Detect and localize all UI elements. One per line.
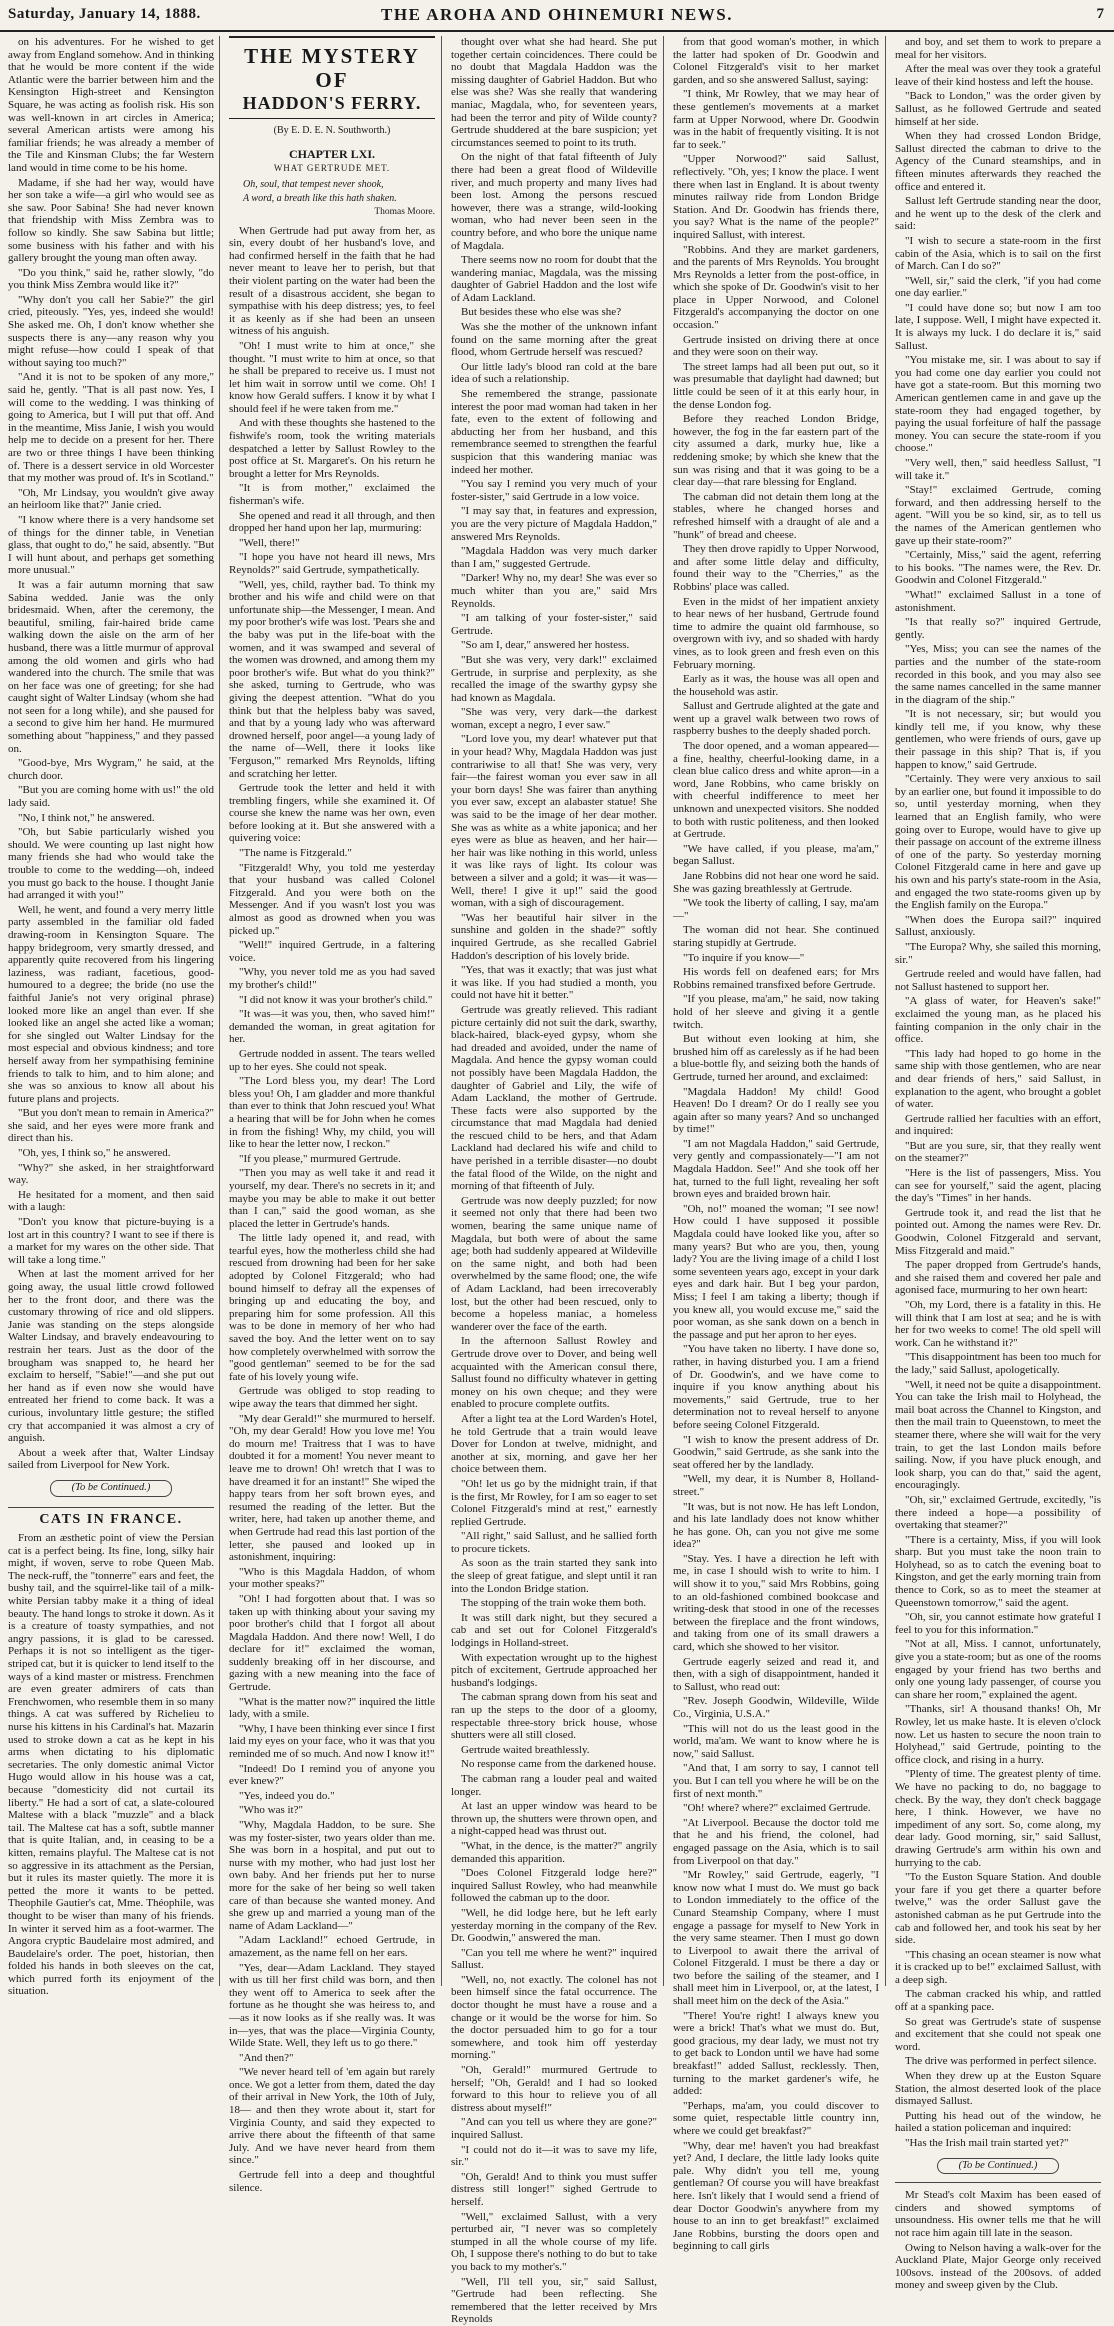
paragraph: There seems now no room for doubt that the wandering maniac, Magdala, was the missing daughter of Gabriel Haddon and the lost wife of Adam Lackland. [451,254,657,304]
paragraph: "The Lord bless you, my dear! The Lord bless you! Oh, I am gladder and more thankful than ever to think that John rescued you! What a hearing that will be for John when he comes in from the fishing! Why, my child, you will like to hear the letter now, I reckon." [229,1075,435,1151]
paragraph: With expectation wrought up to the highest pitch of excitement, Gertrude approached her husband's lodgings. [451,1651,657,1689]
paragraph: The little lady opened it, and read, with tearful eyes, how the motherless child she had rescued from drowning had been for her sake adopted by Colonel Fitzgerald; who had bound himself to defray all the expenses of bringing up and educating the boy, and preparing him for some profession. All this was to be done in memory of her who had saved the boy. And the letter went on to say how completely overwhelmed with sorrow the "good gentleman" seemed to be for the sad fate of his lovely young wife. [229,1232,435,1383]
paragraph: After the meal was over they took a grateful leave of their kind hostess and left the house. [895,63,1101,88]
paragraph: "I did not know it was your brother's child." [239,993,433,1006]
chapter-heading: CHAPTER LXI. [288,146,375,161]
paragraph: "Oh, no!" moaned the woman; "I see now! How could I have supposed it possible Magdala could have looked like you, after so many years? But who are you, then, young lady? You are the living image of a child I lost some seventeen years ago, except in your dark eyes and dark hair. But I beg your pardon, Miss; I feel I am taking a liberty; though if you knew all, you would excuse me," said the poor woman, as she sank down on a bench in the passage and put her apron to her eyes. [673,1202,879,1341]
paragraph: "But you don't mean to remain in America?" she said, and her eyes were more frank and direct than his. [8,1107,214,1145]
paragraph: Gertrude eagerly seized and read it, and then, with a sigh of disappointment, handed it to Sallust, who read out: [673,1655,879,1693]
paragraph: From an æsthetic point of view the Persian cat is a perfect being. Its fine, long, silky hair might, if woven, serve to robe Queen Mab. The neck-ruff, the "tonnerre" ears and feet, the bushy tail, and the squirrel-like tail of a milk-white Persian tabby make it a thing of ideal beauty. The hand longs to stroke it down. As it is a creature of toasty sympathies, and not angry passions, it is glad to be caressed. Perhaps it is not so intelligent as the tiger-striped cat, but it is quicker to lend itself to the ways of a kind master or mistress. Frenchmen are even greater admirers of cats than Frenchwomen, who resemble them in so many things. A cat was suffered by Richelieu to nurse his kittens in his Cardinal's hat. Mazarin used to stroke down a cat as he kept in his arms when dictating to his diplomatic secretaries. The only domestic animal Victor Hugo would allow in his house was a cat, because "domesticity did not curtail its liberty." He had a sort of cat, a slate-coloured Maltese with a black "muzzle" and a black tail. The Maltese cat has a soft, subtle manner that is quite Italian, and, in ceasing to be a kitten, remains playful. The Maltese cat is not so aggressive in its attachment as the Persian, but it rules its master quietly. The more it is petted the more it wants to be petted. Theophile Gautier's cat, Mme. Théophile, was thought to be wiser than many of his friends. In winter it served him as a foot-warmer. The Angora cryptic Baudelaire most admired, and Baudelaire's order. The poet, historian, then folded his hands in both sleeves on the cat, which purred forth its enjoyment of the situation. [8,1532,214,1998]
paragraph: "Plenty of time. The greatest plenty of time. We have no packing to do, no baggage to check. By the way, they don't check baggage here, I think. However, we have no impediment of any sort. So, come along, my dear lady. Good morning, sir," said Sallust, drawing Gertrude's arm within his own and hurrying to the cab. [895,1768,1101,1869]
paragraph: "What!" exclaimed Sallust in a tone of astonishment. [895,588,1101,614]
paragraph: It was still dark night, but they secured a cab and set out for Colonel Fitzgerald's lodgings in Holland-street. [451,1611,657,1650]
column-5 [895,36,1101,2292]
column-4-body [673,36,879,2253]
paragraph: So great was Gertrude's state of suspense and excitement that she could not speak one word. [895,2015,1101,2053]
paragraph: "Who was it?" [239,1804,303,1817]
paragraph: "Why don't you call her Sabie?" the girl cried, piteously. "Yes, yes, indeed she would! She asked me. Oh, I don't know whether she suspects there is any—any reason why you might refuse—how could I speak of that without saying too much?" [8,293,214,369]
paragraph: They then drove rapidly to Upper Norwood, and after some little delay and difficulty, found their way to the "Cherries," as the Robbins' place was called. [673,543,879,593]
paragraph: Gertrude was greatly relieved. This radiant picture certainly did not suit the dark, swarthy, black-haired, black-eyed gypsy, whom she had dreaded and avoided, under the name of Magdala. And hence the gypsy woman could not possibly have been Magdala Haddon, the daughter of Gabriel and Lily, the wife of Adam Lackland, the mother of Gertrude. These facts were also supported by the circumstance that mad Magdala had denied the rescued child to be hers, and that Adam Lackland had declared his wife and child to have perished in a terrible disaster—no doubt the fatal flood of the Wilde, on the night and morning of that fifteenth of July. [451,1003,657,1193]
paragraph: Well, he went, and found a very merry little party assembled in the familiar old faded drawing-room in Kensington Square. The happy bridegroom, very smartly dressed, and apparently quite recovered from his lingering laziness, was radiant, facetious, good-humoured to a degree; the bride (no use the faithful Janie's not very original phrase) looked more like an angel than ever. If she looked like an angel she acted like a woman; for she singled out Walter Lindsay for the most especial and obvious kindness; and tore herself away from her sympathising feminine friends to talk to him, and to him alone; and she was so anxious to know all about his future plans and projects. [8,903,214,1105]
paragraph: It was a fair autumn morning that saw Sabina wedded. Janie was the only bridesmaid. When, after the ceremony, the beautiful, smiling, fair-haired bride came walking down the aisle on the arm of her husband, there was a little murmur of approval among the old women and girls who had wandered into the church. The smile that was on her face was one of greeting; for she had caught sight of Walter Lindsay (whom she had not seen for a long while), and she paused for a second to give him her hand. He murmured something about "happiness," and they passed on. [8,578,214,755]
paragraph: "Yes, dear—Adam Lackland. They stayed with us till her first child was born, and then they went off to America to seek after the fortune as he thought she was heiress to, and—as it now looks as if she really was. It was in—yes, that was the place—Virginia County, Wilde State. Well, they left us to go there." [229,1961,435,2050]
paragraph: "Darker! Why no, my dear! She was ever so much whiter than you are," said Mrs Reynolds. [451,572,657,610]
paragraph: "Magdala Haddon! My child! Good Heaven! Do I dream? Or do I really see you again after so many years? And so unchanged by time!" [673,1085,879,1136]
paragraph: "But are you sure, sir, that they really went on the steamer?" [895,1139,1101,1165]
paragraph: "I wish to know the present address of Dr. Goodwin," said Gertrude, as she sank into the seat offered her by the landlady. [673,1433,879,1471]
paragraph: "Oh, sir, you cannot estimate how grateful I feel to you for this information." [895,1611,1101,1636]
paragraph: "Here is the list of passengers, Miss. You can see for yourself," said the agent, placing the day's "Times" in her hands. [895,1167,1101,1205]
paragraph: "Robbins. And they are market gardeners, and the parents of Mrs Reynolds. You brought Mrs Reynolds a letter from the post-office, in which she spoke of Dr. Goodwin's visit to her place in Upper Norwood, and Colonel Fitzgerald's accompanying the doctor on one occasion." [673,243,879,332]
paragraph: "Perhaps, ma'am, you could discover to some quiet, respectable little country inn, where we could get breakfast?" [673,2099,879,2137]
paragraph: "There is a certainty, Miss, if you will look sharp. But you must take the noon train to Holyhead, so as to catch the evening boat to Kingston, and get the early morning train from thence to Cork, so as to meet the steamer at Queenstown tomorrow," said the agent. [895,1533,1101,1609]
epigraph-line: Oh, soul, that tempest never shook, [243,178,384,190]
column-1 [8,36,214,1998]
masthead [0,0,1114,32]
paragraph: "Is that really so?" inquired Gertrude, gently. [895,616,1101,641]
paragraph: Gertrude was now deeply puzzled; for now it seemed not only that there had been two women, bearing the same unique name of Magdala, but both were of about the same age; both had suddenly appeared at Wildeville on the same night, and both had been overwhelmed by the same flood; one, the wife of Adam Lackland, had been irrecoverably lost, but the other had been rescued, only to become a hopeless maniac, a homeless wanderer over the face of the earth. [451,1194,657,1333]
paragraph: When at last the moment arrived for her going away, the usual little crowd followed her to the front door, and there was the customary throwing of rice and old slippers. Janie was standing on the steps alongside Walter Lindsay, and bravely endeavouring to restrain her tears. Just as the door of the brougham was snapped to, he heard her exclaim to herself, "Sabie!"—and she put out her hand as if even now she would have entreated her friend to come back. It was a curious, involuntary little gesture; the stifled cry that accompanied it was almost a cry of anguish. [8,1268,214,1445]
paragraph: "What is the matter now?" inquired the little lady, with a smile. [229,1695,435,1721]
paragraph: "And that, I am sorry to say, I cannot tell you. But I can tell you where he will be on the first of next month." [673,1762,879,1800]
paragraph: The cabman rang a louder peal and waited longer. [451,1772,657,1798]
paragraph: "Well, my dear, it is Number 8, Holland-street." [673,1473,879,1498]
paragraph: "Not at all, Miss. I cannot, unfortunately, give you a state-room; but as one of the rooms engaged by your friend has two berths and only one young lady passenger, of course you can share her room," explained the agent. [895,1638,1101,1701]
paragraph: "Adam Lackland!" echoed Gertrude, in amazement, as the name fell on her ears. [229,1934,435,1959]
serial-title [229,36,435,119]
column-rule [441,36,442,1986]
paragraph: In the afternoon Sallust Rowley and Gertrude drove over to Dover, and being well acquainted with the American consul there, Sallust found no difficulty whatever in getting money on his own cheque; and they were enabled to procure complete outfits. [451,1335,657,1411]
column-4 [673,36,879,2253]
paragraph: "Well, yes, child, rayther bad. To think my brother and his wife and child were on that unfortunate ship—the Messenger, I mean. And my poor brother's wife was lost. 'Pears she and the baby was put in the life-boat with the women, and it was swamped and several of the women was drowned, and among them my poor brother's wife. But what do you think?" she asked, turning to Gertrude, who was giving the deepest attention. "What do you think but that the helpless baby was saved, and that by a young lady who was afterward drowned herself, poor angel—a young lady of the name of—Well, there it looks like 'Ferguson,'" remarked Mrs Reynolds, lifting and scratching her letter. [229,578,435,780]
column-2 [229,36,435,2194]
paragraph: "Certainly. They were very anxious to sail by an earlier one, but found it impossible to do so, until yesterday morning, when they learned that an English family, who were going over to Europe, would have to give up their passage on account of the extreme illness of one of the party. So yesterday morning Colonel Fitzgerald came in here and gave up his own and his party's state-room in the Asia, and engaged the two state-rooms given up by the English family on the Europa." [895,773,1101,912]
paragraph: "And it is not to be spoken of any more," said he, gently. "That is all past now. Yes, I will come to the wedding. I was thinking of going to America, but I will put that off. And in the meantime, Miss Janie, I wish you would help me to decide on a present for her. There are two or three things I have been thinking of. There is a dessert service in old Worcester that my mother was proud of. It's in Scotland." [8,371,214,485]
sporting-notes [895,2189,1101,2292]
paragraph: "Can you tell me where he went?" inquired Sallust. [451,1946,657,1972]
paragraph: On the night of that fatal fifteenth of July there had been a great flood of Wildeville river, and much property and many lives had been lost. Among the persons rescued however, there was a strange, wild-looking woman, who had never been seen in the country before, and who bore the unique name of Magdala. [451,151,657,252]
paragraph: "Was her beautiful hair silver in the sunshine and golden in the shade?" softly inquired Gertrude, as she recalled Gabriel Haddon's description of his lovely bride. [451,911,657,962]
paragraph: "Well, he did lodge here, but he left early yesterday morning in the company of the Rev. Dr. Goodwin," answered the man. [451,1906,657,1945]
paragraph: His words fell on deafened ears; for Mrs Robbins remained transfixed before Gertrude. [673,966,879,991]
paragraph: "I hope you have not heard ill news, Mrs Reynolds?" said Gertrude, sympathetically. [229,551,435,576]
paragraph: "Oh! I must write to him at once," she thought. "I must write to him at once, so that he shall be prepared to receive us. I must not let him wait in sorrow until we come. Oh! I know how Gerald suffers. I know it by what I should feel if he were taken from me." [229,339,435,415]
article-headline: CATS IN FRANCE. [8,1507,214,1527]
paragraph: "Upper Norwood?" said Sallust, reflectively. "Oh, yes; I know the place. I went there when last in England. It is about twenty minutes railway ride from London Bridge Station. And Dr. Goodwin has friends there, you say? What is the name of the people?" inquired Sallust, with interest. [673,153,879,241]
column-1-body [8,36,214,1472]
paragraph: "When does the Europa sail?" inquired Sallust, anxiously. [895,913,1101,939]
paragraph: The cabman cracked his whip, and rattled off at a spanking pace. [895,1988,1101,2014]
paragraph: "My dear Gerald!" she murmured to herself. "Oh, my dear Gerald! How you love me! You do mourn me! Traitress that I was to have doubted it for a moment! You never meant to leave me to drown! Oh! wretch that I was to have dreamed it for an instant!" She wiped the happy tears from her soft brown eyes, and resumed the reading of the letter. But the writer, here, had taken up another theme, and when Gertrude had read this last portion of the letter, she paused and looked up in astonishment, inquiring: [229,1412,435,1564]
paragraph: "Who is this Magdala Haddon, of whom your mother speaks?" [229,1565,435,1591]
paragraph: "We have called, if you please, ma'am," began Sallust. [673,842,879,868]
column-2-body [229,225,435,2195]
paragraph: Putting his head out of the window, he hailed a station policeman and inquired: [895,2109,1101,2135]
paragraph: Gertrude reeled and would have fallen, had not Sallust hastened to support her. [895,968,1101,993]
to-be-continued: (To be Continued.) [50,1480,172,1497]
paragraph: "It is not necessary, sir; but would you kindly tell me, if you know, why these gentlemen, who were friends of ours, gave up their passage in this ship? That is, if you happen to know," said Gertrude. [895,708,1101,771]
paragraph: "I know where there is a very handsome set of things for the dinner table, in Venetian glass, that ought to do," he said, absently. "But I will hunt about, and perhaps get something more unusual." [8,513,214,577]
serial-title-line-1: THE MYSTERY OF [244,44,420,92]
paragraph: She remembered the strange, passionate interest the poor mad woman had taken in her fate, even to the extent of following and abducting her from her husband, and this remembrance seemed to strengthen the fearful suspicion that this wandering maniac was indeed her mother. [451,388,657,476]
paragraph: When they had crossed London Bridge, Sallust directed the cabman to drive to the Agency of the Cunard steamships, and in fifteen minutes afterwards they reached the office and entered it. [895,130,1101,193]
paragraph: "What, in the dence, is the matter?" angrily demanded this apparition. [451,1839,657,1865]
paragraph: "Indeed! Do I remind you of anyone you ever knew?" [229,1762,435,1788]
paragraph: "Oh, Gerald!" murmured Gertrude to herself; "Oh, Gerald! and I had so looked forward to this hour to relieve you of all distress about myself!" [451,2064,657,2114]
paragraph: "Good-bye, Mrs Wygram," he said, at the church door. [8,757,214,782]
paragraph: Even in the midst of her impatient anxiety to hear news of her husband, Gertrude found time to admire the quaint old farmhouse, so overgrown with ivy, and so shaded with hardy vines, as to look green and fresh even on this February morning. [673,595,879,671]
paragraph: He hesitated for a moment, and then said with a laugh: [8,1188,214,1214]
paragraph: "I could not do it—it was to save my life, sir." [451,2143,657,2169]
paragraph: "This disappointment has been too much for the lady," said Sallust, apologetically. [895,1351,1101,1376]
paragraph: "This chasing an ocean steamer is now what it is cracked up to be!" exclaimed Sallust, with a deep sigh. [895,1948,1101,1986]
paragraph: thought over what she had heard. She put together certain coincidences. There could be no doubt that Magdala Haddon was the missing daughter of Gabriel Haddon. But who else was she? Was she really that wandering maniac, Magdala, who, for seventeen years, had been the terror and pity of Wilde county? Gertrude shuddered at the bare suspicion; yet circumstances seemed to point to its truth. [451,36,657,149]
paragraph: Madame, if she had her way, would have her son take a wife—a girl who would see as she saw. Poor Sabina! She had never known that friendship with Miss Zembra was to follow so kindly. She saw Sabina but little; some business with his father and with his gallery brought the young man often away. [8,176,214,265]
paragraph: "Why, I have been thinking ever since I first laid my eyes on your face, who it was that you reminded me of so much. And now I know it!" [229,1722,435,1761]
paragraph: The door opened, and a woman appeared—a fine, healthy, cheerful-looking dame, in a clean blue calico dress and white apron—in a word, Jane Robbins, who came briskly on with cheerful indifference to meet her unknown and unexpected visitors. She nodded to both with rustic politeness, and then looked at Gertrude. [673,740,879,841]
paragraph: The paper dropped from Gertrude's hands, and she raised them and covered her pale and agonised face, murmuring to her own heart: [895,1259,1101,1297]
paragraph: "Fitzgerald! Why, you told me yesterday that your husband was called Colonel Fitzgerald. And you were both on the Messenger. And if you wasn't lost you was almost as good as drowned when you was picked up." [229,861,435,937]
paragraph: "And then?" [239,2051,294,2064]
paragraph: Sallust left Gertrude standing near the door, and he went up to the desk of the clerk and said: [895,195,1101,233]
paragraph: "This lady had hoped to go home in the same ship with those gentlemen, who are near and dear friends of hers," said Sallust, in explanation to the agent, who brought a goblet of water. [895,1047,1101,1111]
paragraph: "Oh! I had forgotten about that. I was so taken up with thinking about your saving my poor brother's child that I forgot all about Magdala Haddon. And there now! Well, I do declare for it!" exclaimed the woman, suddenly breaking off in her discourse, and gazing with a new meaning into the face of Gertrude. [229,1592,435,1694]
paragraph: As soon as the train started they sank into the sleep of great fatigue, and slept until it ran into the London Bridge station. [451,1557,657,1595]
paragraph: Before they reached London Bridge, however, the fog in the far eastern part of the city assumed a dark, murky hue, like a reddening smoke; by which she knew that the sun was rising and that it was going to be a clear day—that rare blessing for England. [673,413,879,489]
paragraph: The cabman did not detain them long at the stables, where he changed horses and refreshed himself with a draught of ale and a "hunk" of bread and cheese. [673,490,879,541]
paragraph: from that good woman's mother, in which the latter had spoken of Dr. Goodwin and Colonel Fitzgerald's visit to her market garden, and so she answered Sallust, saying: [673,36,879,86]
paragraph: "I am talking of your foster-sister," said Gertrude. [451,612,657,637]
paragraph: "You have taken no liberty. I have done so, rather, in having disturbed you. I am a friend of Dr. Goodwin's, and we have come to inquire if you know anything about his movements," said Gertrude, true to her determination not to reveal herself to anyone before seeing Colonel Fitzgerald. [673,1343,879,1431]
paragraph: Early as it was, the house was all open and the household was astir. [673,673,879,698]
paragraph: "And can you tell us where they are gone?" inquired Sallust. [451,2116,657,2141]
paragraph: "You say I remind you very much of your foster-sister," said Gertrude in a low voice. [451,478,657,503]
cats-article-body [8,1532,214,1998]
paragraph: "Oh, sir," exclaimed Gertrude, excitedly, "is there indeed a hope—a possibility of overtaking that steamer?" [895,1493,1101,1532]
paragraph: At last an upper window was heard to be thrown up, the shutters were thrown open, and a night-capped head was thrust out. [451,1800,657,1838]
column-5-body [895,36,1101,2150]
paragraph: "It was—it was you, then, who saved him!" demanded the woman, in great agitation for her. [229,1008,435,1046]
paragraph: "It was, but is not now. He has left London, and his late landlady does not know whither he has gone. Oh, can you not give me some idea?" [673,1500,879,1551]
paragraph: "Oh, yes, I think so," he answered. [18,1147,171,1160]
paragraph: The drive was performed in perfect silence. [905,2055,1097,2068]
paragraph: "Thanks, sir! A thousand thanks! Oh, Mr Rowley, let us make haste. It is eleven o'clock now. Let us hasten to secure the noon train to Holyhead," said Gertrude, pointing to the office clock, and rising in a hurry. [895,1703,1101,1766]
paragraph: Jane Robbins did not hear one word he said. She was gazing breathlessly at Gertrude. [673,870,879,895]
paragraph: "All right," said Sallust, and he sallied forth to procure tickets. [451,1530,657,1555]
paragraph: Gertrude took it, and read the list that he pointed out. Among the names were Rev. Dr. Goodwin, Colonel Fitzgerald and servant, Miss Fitzgerald and maid." [895,1206,1101,1257]
paragraph: Was she the mother of the unknown infant found on the same morning after the great flood, whom Gertrude herself was rescued? [451,321,657,359]
serial-title-line-2: HADDON'S FERRY. [242,93,422,113]
paragraph: "We took the liberty of calling, I say, ma'am—" [673,897,879,922]
paragraph: "Stay. Yes. I have a direction he left with me, in case I should wish to write to him. I will show it to you," said Mrs Robbins, going to an old-fashioned combined bookcase and writing-desk that stood in one of the recesses between the fireplace and the front windows, and taking from one of its small drawers a card, which she showed to her visitor. [673,1552,879,1654]
paragraph: "Well, sir," said the clerk, "if you had come one day earlier." [895,274,1101,300]
paragraph: "Certainly, Miss," said the agent, referring to his books. "The names were, the Rev. Dr. Goodwin and Colonel Fitzgerald." [895,549,1101,587]
byline: (By E. D. E. N. Southworth.) [273,125,391,136]
paragraph: The street lamps had all been put out, so it was presumable that daylight had dawned; but little could be seen of it at this early hour, in the dense London fog. [673,360,879,411]
paragraph: "But you are coming home with us!" the old lady said. [8,784,214,810]
paragraph: "Then you may as well take it and read it yourself, my dear. There's no secrets in it; and maybe you may be able to make it out better than I can," said the good woman, as she placed the letter in Gertrude's hands. [229,1167,435,1230]
epigraph-attribution: Thomas Moore. [374,206,435,217]
paragraph: "Oh! where? where?" exclaimed Gertrude. [683,1802,871,1815]
paragraph: "Well, no, not exactly. The colonel has not been himself since the fatal occurrence. The doctor thought he must have a rouse and a change or it would be the worse for him. So the doctor persuaded him to go for a tour somewhere, and took him off yesterday morning." [451,1973,657,2062]
page-number: 7 [1096,6,1104,22]
paragraph: "I wish to secure a state-room in the first cabin of the Asia, which is to sail on the first of March. Can I do so?" [895,234,1101,273]
paragraph: "I could have done so; but now I am too late, I suppose. Well, I might have expected it. It is always my luck. I do declare it is," said Sallust. [895,301,1101,352]
paragraph: on his adventures. For he wished to get away from England somehow. And in thinking that he would be more content if the wide Atlantic were the barrier between him and the Kensington High-street and Kensington Square, he was acting as foolish risk. His son was well-known in art circles in America; several American artists were among his familiar friends; he was already a member of the Tile and Kinsman Clubs; the far Western land would in time come to be his home. [8,36,214,174]
paragraph: The woman did not hear. She continued staring stupidly at Gertrude. [673,924,879,949]
paragraph: Gertrude was obliged to stop reading to wipe away the tears that dimmed her sight. [229,1385,435,1410]
paragraph: Our little lady's blood ran cold at the bare idea of such a relationship. [451,360,657,386]
paragraph: "The Europa? Why, she sailed this morning, sir." [895,940,1101,966]
paragraph: "Why, dear me! haven't you had breakfast yet? And, I declare, the little lady looks quite pale. Why didn't you tell me, young gentleman? Of course you will have breakfast here. Isn't likely that I would send a friend of dear Doctor Goodwin's anywhere from my house to an inn to get breakfast!" exclaimed Jane Robbins, bursting the doors open and beginning to call girls [673,2139,879,2253]
paragraph: No response came from the darkened house. [461,1758,657,1771]
paragraph: Gertrude rallied her faculties with an effort, and inquired: [895,1112,1101,1138]
paragraph: She opened and read it all through, and then dropped her hand upon her lap, murmuring: [229,509,435,535]
paragraph: and boy, and set them to work to prepare a meal for her visitors. [895,36,1101,61]
column-rule [663,36,664,1986]
paragraph: "At Liverpool. Because the doctor told me that he and his friend, the colonel, had engaged passage on the Asia, which is to sail from Liverpool on that day." [673,1816,879,1867]
paragraph: And with these thoughts she hastened to the fishwife's room, took the writing materials despatched a letter by Sallust Rowley to the post office at St. Margaret's. On his return he brought a letter for Mrs Reynolds. [229,417,435,480]
paragraph: "Do you think," said he, rather slowly, "do you think Miss Zembra would like it?" [8,266,214,292]
column-3 [451,36,657,2326]
paragraph: "Rev. Joseph Goodwin, Wildeville, Wilde Co., Virginia, U.S.A." [673,1695,879,1720]
paragraph: "Lord love you, my dear! whatever put that in your head? Why, Magdala Haddon was just contrariwise to all that! She was very, very fair—the fairest woman you ever saw in all your born days! She was fairer than anything you ever saw, except an alabaster statue! She was said to be the image of her dear mother. She was as white as a white japonica; and her eyes were as blue as heaven, and her hair—her hair was like nothing in this world, unless it was like rays of light. Its colour was between a silver and a gold; it was—it was—Well, there! I give it up!" said the good woman, with a sigh of discouragement. [451,733,657,910]
paragraph: "But she was very, very dark!" exclaimed Gertrude, in surprise and perplexity, as she recalled the image of the swarthy gypsy she had known as Magdala. [451,653,657,704]
paragraph: "I may say that, in features and expression, you are the very picture of Magdala Haddon," answered Mrs Reynolds. [451,505,657,543]
paragraph: "Very well, then," said heedless Sallust, "I will take it." [895,457,1101,482]
paragraph: "Magdala Haddon was very much darker than I am," suggested Gertrude. [451,545,657,570]
paragraph: "Well," exclaimed Sallust, with a very perturbed air, "I never was so completely stumped in all the whole course of my life. Oh, I suppose there's nothing to do but to take you back to my mother's." [451,2210,657,2273]
paragraph: "Oh, but Sabie particularly wished you should. We were counting up last night how many friends she had who would take the trouble to come to the wedding—oh, indeed you must go back to the house. I thought Janie had arranged it with you!" [8,826,214,902]
column-3-body [451,36,657,2326]
paragraph: Gertrude fell into a deep and thoughtful silence. [229,2169,435,2194]
paragraph: Mr Stead's colt Maxim has been eased of cinders and showed symptoms of unsoundness. His owner tells me that he will not race him again till late in the season. [895,2189,1101,2239]
paragraph: "To the Euston Square Station. And double your fare if you get there a quarter before twelve," was the order Sallust gave the astonished cabman as he put Gertrude into the cab and followed her, and took his seat by her side. [895,1871,1101,1947]
paragraph: "Oh, Gerald! And to think you must suffer distress still longer!" sighed Gertrude to herself. [451,2170,657,2208]
paragraph: "A glass of water, for Heaven's sake!" exclaimed the young man, as he placed his fainting companion in the only chair in the office. [895,995,1101,1046]
paragraph: "Oh, Mr Lindsay, you wouldn't give away an heirloom like that?" Janie cried. [8,486,214,512]
paragraph: "Well, it need not be quite a disappointment. You can take the Irish mail to Holyhead, the mail boat across the Channel to Kingston, and then the mail train to Queenstown, to meet the steamer there, where she will wait for the very train, to get the last London mails before sailing. Now, if you have pluck enough, and look sharp, you can do that," said the agent, encouragingly. [895,1378,1101,1492]
paragraph: Owing to Nelson having a walk-over for the Auckland Plate, Major George only received 100sovs. instead of the 200sovs. of added money and sweep given by the Club. [895,2241,1101,2292]
paragraph: "I think, Mr Rowley, that we may hear of these gentlemen's movements at a market farm at Upper Norwood, where Dr. Goodwin was in the habit of frequently visiting. It is not far to seek." [673,88,879,151]
paragraph: After a light tea at the Lord Warden's Hotel, he told Gertrude that a train would leave Dover for London at twelve, midnight, and another at six, morning, and gave her her choice between them. [451,1412,657,1476]
paragraph: "Stay!" exclaimed Gertrude, coming forward, and then addressing herself to the agent. "Will you be so kind, sir, as to tell us the names of the American gentlemen who gave up their state-room?" [895,484,1101,547]
paragraph: Gertrude insisted on driving there at once and they were soon on their way. [673,333,879,359]
paragraph: The stopping of the train woke them both. [461,1597,647,1610]
paragraph: "We never heard tell of 'em again but rarely once. We got a letter from them, dated the day of their arrival in New York, the 10th of July, 18— and then they wrote about it, start for Virginia County, and said they expected to arrive there about the fifteenth of that same July. And we have never heard from them since." [229,2066,435,2167]
paragraph: But besides these who else was she? [461,306,622,319]
paragraph: Sallust and Gertrude alighted at the gate and went up a gravel walk between two rows of raspberry bushes to the deeply shaded porch. [673,700,879,738]
paragraph: "Yes, indeed you do." [239,1789,335,1802]
paragraph: "The name is Fitzgerald." [239,847,352,860]
paragraph: "No, I think not," he answered. [18,811,155,824]
paragraph: "You mistake me, sir. I was about to say if you had come one day earlier you could not have got a state-room. But this morning two American gentlemen came in and gave up the state-room they had engaged together, by paying the usual forfeiture of half the passage money. You can secure the state-room if you choose." [895,354,1101,455]
paragraph: "I am not Magdala Haddon," said Gertrude, very gently and compassionately—"I am not Magdala Haddon. See!" And she took off her hat, turned to the full light, revealing her soft brown eyes and braided brown hair. [673,1137,879,1201]
paragraph: "Oh, my Lord, there is a fatality in this. He will think that I am lost at sea; and he is with her for two weeks to come! The old spell will work. Can he withstand it?" [895,1299,1101,1349]
paragraph: "Back to London," was the order given by Sallust, as he followed Gertrude and seated himself at her side. [895,90,1101,128]
column-rule [219,36,220,1986]
paragraph: "To inquire if you know—" [683,951,805,964]
paragraph: "Has the Irish mail train started yet?" [905,2137,1069,2149]
paragraph: "Well, there!" [239,536,300,549]
paragraph: "Don't you know that picture-buying is a lost art in this country? I want to see if there is a market for my wares on the other side. That will take a long time." [8,1216,214,1266]
paragraph: Gertrude waited breathlessly. [461,1743,590,1756]
paragraph: "Well!" inquired Gertrude, in a faltering voice. [229,939,435,964]
paragraph: When Gertrude had put away from her, as sin, every doubt of her husband's love, and had confirmed herself in the faith that he had never meant to leave her to perish, but that their violent parting on the water had been the result of a disastrous accident, she began to sympathise with his deep distress; yes, to feel it as keenly as if she had been an unseen witness of his anguish. [229,224,435,338]
issue-date: Saturday, January 14, 1888. [8,6,201,22]
paragraph: "It is from mother," exclaimed the fisherman's wife. [229,482,435,508]
paragraph: "Mr Rowley," said Gertrude, eagerly, "I know now what I must do. We must go back to London immediately to the office of the Cunard Steamship Company, where I must engage a passage for myself to New York in the very same steamer. Then I must go down to Liverpool to await there the arrival of Colonel Fitzgerald. I must be there a day or two before the sailing of the steamer, and I shall meet him in Liverpool, or, at the latest, I shall meet him on the deck of the Asia." [673,1869,879,2008]
paragraph: About a week after that, Walter Lindsay sailed from Liverpool for New York. [8,1446,214,1472]
paragraph: "Yes, Miss; you can see the names of the parties and the number of the state-room recorded in this book, and you may also see the same names cancelled in the same manner in the diagram of the ship." [895,643,1101,706]
paragraph: But without even looking at him, she brushed him off as carelessly as if he had been a blue-bottle fly, and seizing both the hands of Gertrude, turned her around, and exclaimed: [673,1033,879,1083]
to-be-continued: (To be Continued.) [937,2158,1059,2175]
paragraph: When they drew up at the Euston Square Station, the almost deserted look of the place dismayed Sallust. [895,2070,1101,2108]
paragraph: "Why, Magdala Haddon, to be sure. She was my foster-sister, two years older than me. She was born in a hospital, and put out to nurse with my mother, who had just lost her own baby. And her friends put her to nurse more for the sake of her being so well taken care of than because she wanted money. And she grew up and married a young man of the name of Adam Lackland—" [229,1819,435,1932]
paragraph: "She was very, very dark—the darkest woman, except a negro, I ever saw." [451,706,657,731]
paragraph: "If you please, ma'am," he said, now taking hold of her sleeve and giving it a gentle twitch. [673,993,879,1031]
paragraph: "Does Colonel Fitzgerald lodge here?" inquired Sallust Rowley, who had meanwhile followed the cabman up to the door. [451,1867,657,1905]
paragraph: "Well, I'll tell you, sir," said Sallust, "Gertrude had been reflecting. She remembered that the letter received by Mrs Reynolds [451,2275,657,2326]
paragraph: Gertrude took the letter and held it with trembling fingers, while she examined it. Of course she knew the name was her own, even before looking at it. But she answered with a quivering voice: [229,782,435,845]
newspaper-title: THE AROHA AND OHINEMURI NEWS. [381,5,733,24]
paragraph: The cabman sprang down from his seat and ran up the steps to the door of a gloomy, respectable three-story brick house, whose shutters were all still closed. [451,1691,657,1742]
chapter-subheading: WHAT GERTRUDE MET. [273,163,391,174]
paragraph: "There! You're right! I always knew you were a brick! That's what we must do. But, good gracious, my dear lady, we must not try to get back to London until we have had some breakfast!" added Sallust, recklessly. Then, turning to the market gardener's wife, he added: [673,2009,879,2098]
paragraph: "Why, you never told me as you had saved my brother's child!" [229,966,435,991]
paragraph: "If you please," murmured Gertrude. [239,1152,401,1165]
paragraph: "This will not do us the least good in the world, ma'am. We want to know where he is now," said Sallust. [673,1722,879,1760]
column-rule [885,36,886,1986]
paragraph: "Oh! let us go by the midnight train, if that is the first, Mr Rowley, for I am so eager to set Colonel Fitzgerald's mind at rest," earnestly replied Gertrude. [451,1477,657,1528]
epigraph-line: A word, a breath like this hath shaken. [243,193,397,205]
divider [895,2182,1101,2183]
paragraph: "So am I, dear," answered her hostess. [461,639,630,652]
paragraph: "Why?" she asked, in her straightforward way. [8,1161,214,1187]
paragraph: "Yes, that was it exactly; that was just what it was like. If you had studied a month, you could not have hit it better." [451,964,657,1002]
paragraph: Gertrude nodded in assent. The tears welled up to her eyes. She could not speak. [229,1047,435,1073]
